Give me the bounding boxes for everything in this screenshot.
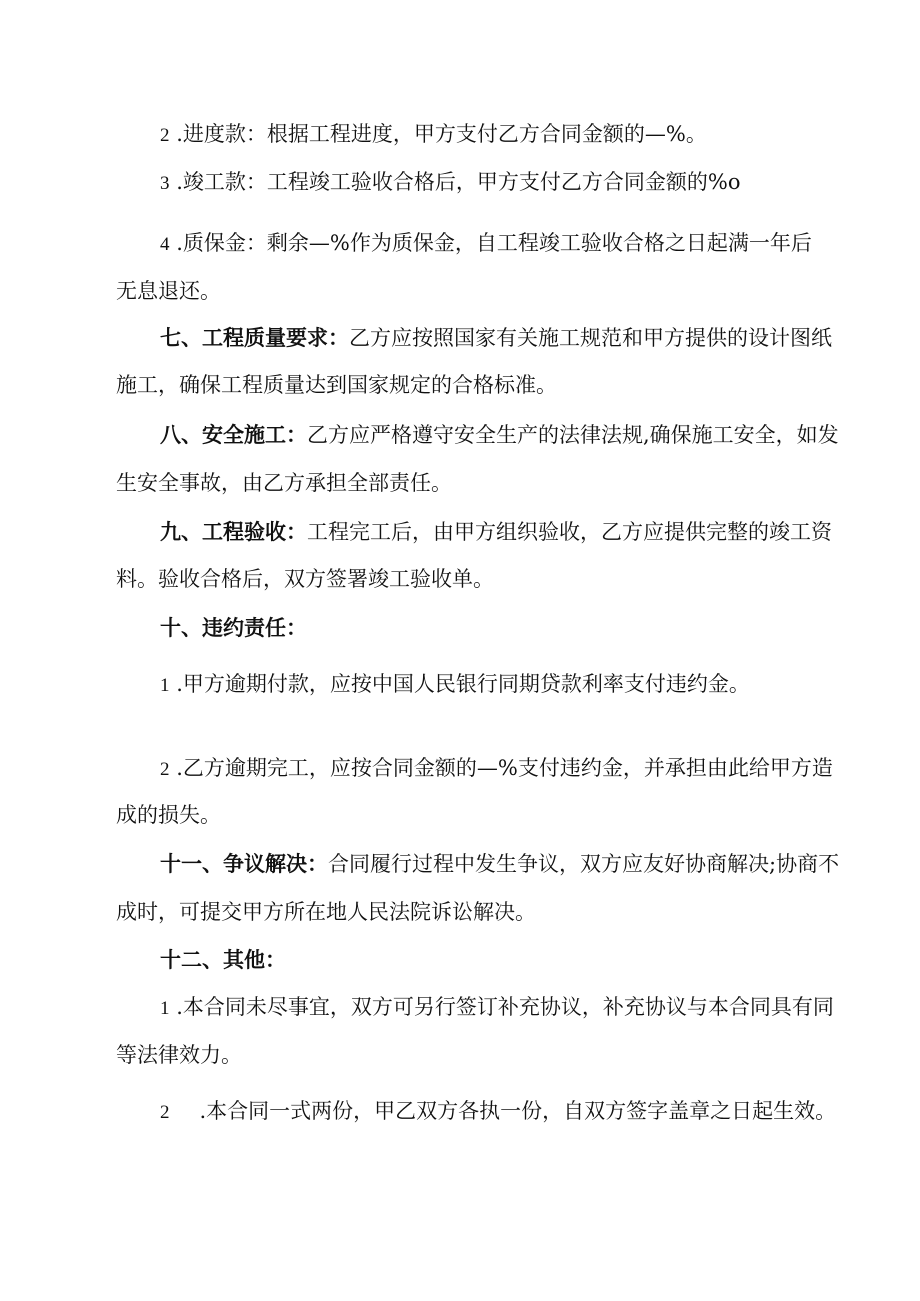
section-10-item-2-line-2 <box>0 795 920 835</box>
completion-payment-line <box>0 162 920 202</box>
section-text: 施工，确保工程质量达到国家规定的合格标准。 <box>116 373 557 397</box>
section-10-item-1 <box>0 664 920 704</box>
item-text: .质保金：剩余—%作为质保金，自工程竣工验收合格之日起满一年后 <box>176 231 812 255</box>
section-9-line-2 <box>0 559 920 599</box>
section-text: 乙方应按照国家有关施工规范和甲方提供的设计图纸 <box>349 326 832 350</box>
section-7-line-2 <box>0 365 920 405</box>
item-text: 成的损失。 <box>116 803 221 827</box>
item-number: 1 <box>160 675 170 696</box>
section-heading: 十二、其他： <box>160 947 286 972</box>
section-heading: 九、工程验收： <box>160 519 307 544</box>
section-text: 生安全事故，由乙方承担全部责任。 <box>116 471 452 495</box>
section-heading: 十、违约责任： <box>160 615 307 640</box>
section-8-line-2 <box>0 463 920 503</box>
item-number: 2 <box>160 1102 170 1123</box>
item-text: .乙方逾期完工，应按合同金额的—%支付违约金，并承担由此给甲方造 <box>176 756 833 780</box>
section-11-line-1 <box>0 844 920 884</box>
item-text: .甲方逾期付款，应按中国人民银行同期贷款利率支付违约金。 <box>176 672 750 696</box>
section-12-item-1-line-2 <box>0 1035 920 1075</box>
item-number: 4 <box>160 234 170 255</box>
section-10-item-2-line-1 <box>0 748 920 788</box>
warranty-line-1 <box>0 223 920 263</box>
item-number: 1 <box>160 998 170 1019</box>
section-heading: 七、工程质量要求： <box>160 325 349 350</box>
section-text: 乙方应严格遵守安全生产的法律法规,确保施工安全，如发 <box>307 423 839 447</box>
section-10-heading <box>0 608 920 648</box>
item-text: 无息退还。 <box>116 279 221 303</box>
section-text: 成时，可提交甲方所在地人民法院诉讼解决。 <box>116 900 536 924</box>
item-number: 2 <box>160 125 170 146</box>
item-number: 3 <box>160 173 170 194</box>
item-text: .进度款：根据工程进度，甲方支付乙方合同金额的—%。 <box>176 122 707 146</box>
item-text: 等法律效力。 <box>116 1043 242 1067</box>
section-8-line-1 <box>0 415 920 455</box>
section-text: 料。验收合格后，双方签署竣工验收单。 <box>116 567 494 591</box>
section-text: 合同履行过程中发生争议，双方应友好协商解决;协商不 <box>328 852 840 876</box>
item-text: .本合同一式两份，甲乙双方各执一份，自双方签字盖章之日起生效。 <box>199 1099 837 1123</box>
section-heading: 八、安全施工： <box>160 422 307 447</box>
section-text: 工程完工后，由甲方组织验收，乙方应提供完整的竣工资 <box>307 520 832 544</box>
item-text: .本合同未尽事宜，双方可另行签订补充协议，补充协议与本合同具有同 <box>176 995 834 1019</box>
section-12-item-1-line-1 <box>0 987 920 1027</box>
section-12-heading <box>0 940 920 980</box>
item-number: 2 <box>160 759 170 780</box>
section-12-item-2 <box>0 1091 920 1131</box>
section-7-line-1 <box>0 318 920 358</box>
payment-progress-line <box>0 114 920 154</box>
section-11-line-2 <box>0 892 920 932</box>
section-9-line-1 <box>0 512 920 552</box>
section-heading: 十一、争议解决： <box>160 851 328 876</box>
item-text: .竣工款：工程竣工验收合格后，甲方支付乙方合同金额的%o <box>176 170 741 194</box>
warranty-line-2 <box>0 271 920 311</box>
